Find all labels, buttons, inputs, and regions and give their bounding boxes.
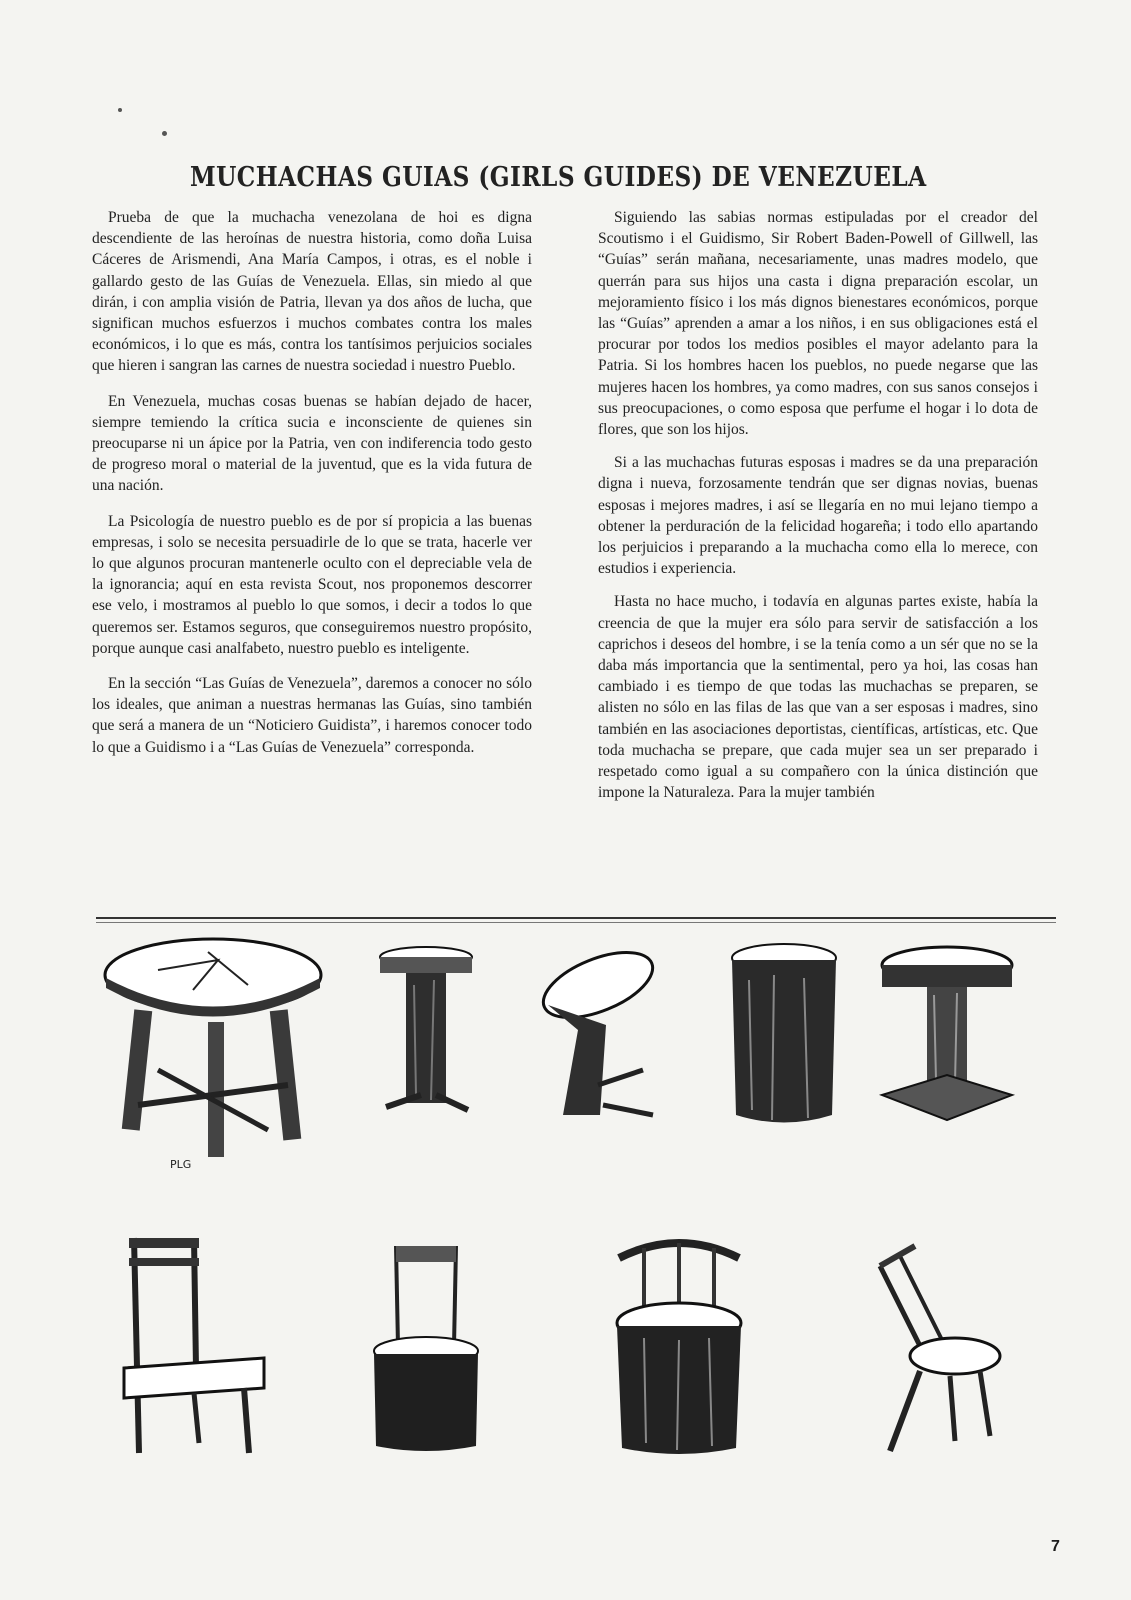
paragraph: En la sección “Las Guías de Venezuela”, daremos a conocer no sólo los ideales, que animan a nuestras hermanas las Guías, sino también que será a manera de un “Noticiero Guidista”, i haremos conocer todo lo que a Guidismo i a “Las Guías de Venezuela” corresponda. [92,675,532,756]
pedestal-stool-illustration [872,945,1022,1125]
round-table-illustration [98,930,328,1165]
stump-stool-illustration [724,940,844,1130]
tripod-chair-illustration [860,1236,1010,1456]
paragraph: Siguiendo las sabias normas estipuladas por el creador del Scoutismo i el Guidismo, Sir Robert Baden-Powell of Gillwell, las “Guías” serán mañana, necesariamente, unas madres modelo, que querrán para sus hijos una casta i digna preparación escolar, un mejoramiento físico i los más dignos bienestares económicos, porque las “Guías” aprenden a amar a los niños, i en sus obligaciones está el procurar por todos los medios posibles el mayor adelanto para la Patria. Si los hombres hacen los pueblos, no puede negarse que las mujeres hacen los hombres, ya como madres, con sus sanos consejos i sus preocupaciones, o como esposa que perfume el hogar i lo dota de flores, que son los hijos. [598,209,1038,439]
divider-rule [96,917,1056,919]
paragraph: Hasta no hace mucho, i todavía en algunas partes existe, había la creencia de que la mujer era sólo para servir de satisfacción a los caprichos i deseos del hombre, i se la tenía como a un sér que no se la daba más importancia que la sentimental, pero ya hoi, las cosas han cambiado i es tiempo de que todas las muchachas se preparen, se alisten no sólo en las filas de las que van a ser esposas i madres, sino también en las asociaciones deportistas, científicas, artísticas, etc. Que toda muchacha se prepare, que cada mujer sea un ser preparado i respetado como igual a su compañero con la única distinción que impone la Naturaleza. Para la mujer también [598,593,1038,802]
right-column [598,207,1038,815]
fringed-stool-illustration [376,945,476,1120]
chair-on-log-stump-illustration [604,1228,754,1458]
paragraph: Si a las muchachas futuras esposas i madres se da una preparación digna i nueva, forzosamente tendrán que ser dignas novias, buenas esposas i mejores madres, i así se llegaría en no mui lejano tiempo a obtener la perduración de la felicidad hogareña; i todo ello apartando los perjuicios i preparando a la muchacha como ella lo merece, con estudios i experiencia. [598,454,1038,578]
chair-with-legs-illustration [104,1228,274,1458]
tilted-stool-illustration [528,945,668,1125]
article-title: MUCHACHAS GUIAS (GIRLS GUIDES) DE VENEZUELA [190,162,927,193]
left-column [92,207,532,772]
paragraph: En Venezuela, muchas cosas buenas se habían dejado de hacer, siempre temiendo la crítica sucia e inconsciente de quienes sin preocuparse ni un ápice por la Patria, ven con indiferencia todo gesto de progreso moral o material de la juventud, que es la vida futura de una nación. [92,392,532,495]
chair-on-stump-illustration [366,1236,486,1456]
divider-rule-thin [96,922,1056,923]
paragraph: Prueba de que la muchacha venezolana de hoi es digna descendiente de las heroínas de nuestra historia, como doña Luisa Cáceres de Arismendi, Ana María Campos, i otras, es el noble i gallardo gesto de las Guías de Venezuela. Ellas, sin miedo al que dirán, i con amplia visión de Patria, llevan ya dos años de lucha, que significan muchos esfuerzos i muchos combates contra los males económicos, i lo que es más, contra los tantísimos perjuicios sociales que hieren i sangran las carnes de nuestra sociedad i nuestro Pueblo. [92,209,532,375]
paragraph: La Psicología de nuestro pueblo es de por sí propicia a las buenas empresas, i solo se necesita persuadirle de lo que se trata, hacerle ver lo que algunos procuran mantenerle oculto con el depreciable vela de la ignorancia; aquí en esta revista Scout, nos proponemos descorrer ese velo, i mostramos al pueblo lo que somos, i decir a todos lo que queremos ser. Estamos seguros, que conseguiremos nuestro propósito, porque aunque casi analfabeto, nuestro pueblo es inteligente. [92,512,532,657]
artist-signature: PLG [170,1158,192,1171]
page-number: 7 [1051,1538,1060,1555]
